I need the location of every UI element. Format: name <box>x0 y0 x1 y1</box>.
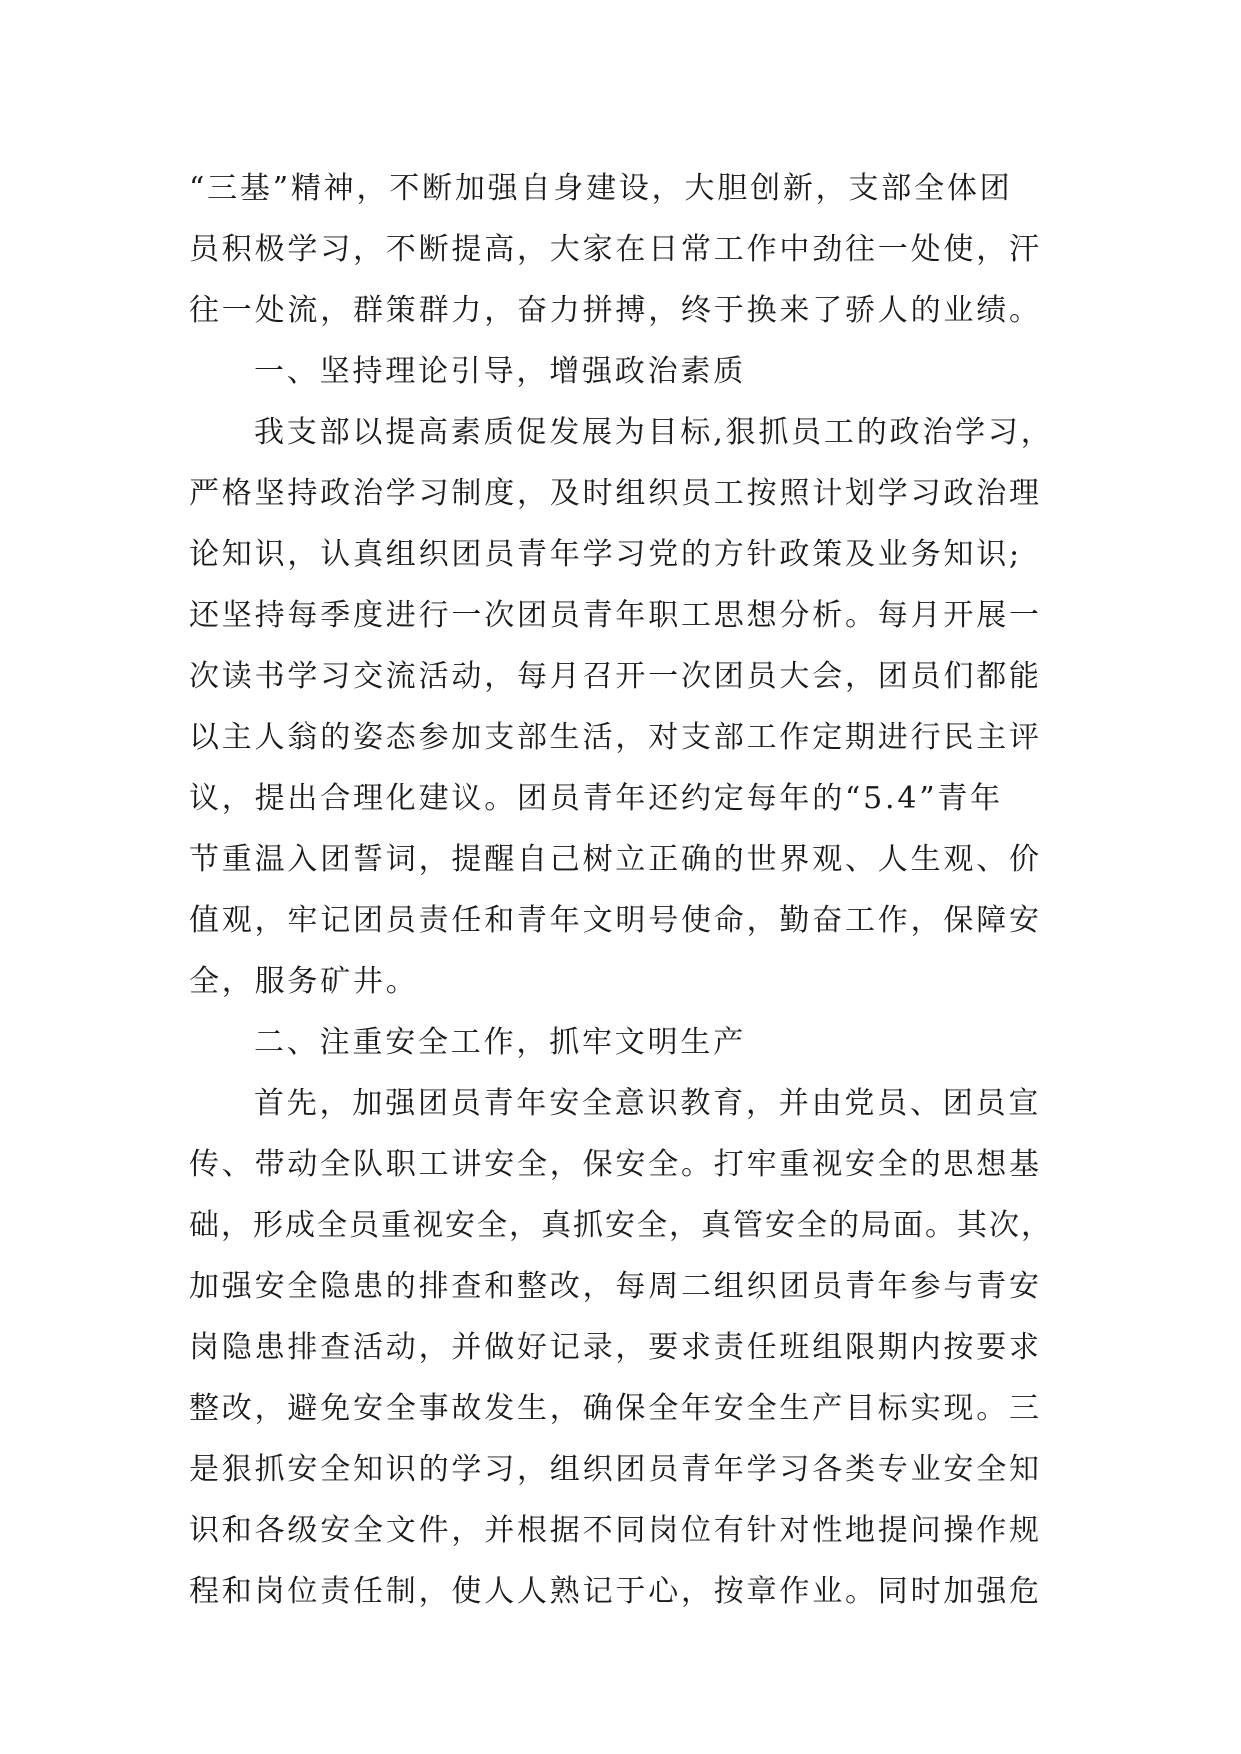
text-line: 严格坚持政治学习制度，及时组织员工按照计划学习政治理 <box>189 476 1042 511</box>
text-line: 往一处流，群策群力，奋力拼搏，终于换来了骄人的业绩。 <box>189 293 1042 328</box>
text-line: 节重温入团誓词，提醒自己树立正确的世界观、人生观、价 <box>189 842 1042 877</box>
document-body <box>189 158 1057 1622</box>
text-line: 识和各级安全文件，并根据不同岗位有针对性地提问操作规 <box>189 1513 1042 1548</box>
text-line: 传、带动全队职工讲安全，保安全。打牢重视安全的思想基 <box>189 1147 1042 1182</box>
text-line: 议，提出合理化建议。团员青年还约定每年的“5.4”青年 <box>189 781 1003 816</box>
text-line: 还坚持每季度进行一次团员青年职工思想分析。每月开展一 <box>189 598 1042 633</box>
text-line: 加强安全隐患的排查和整改，每周二组织团员青年参与青安 <box>189 1269 1042 1304</box>
text-line: 首先，加强团员青年安全意识教育，并由党员、团员宣 <box>254 1086 1042 1121</box>
text-line: 础，形成全员重视安全，真抓安全，真管安全的局面。其次， <box>189 1208 1053 1243</box>
text-line: 整改，避免安全事故发生，确保全年安全生产目标实现。三 <box>189 1391 1042 1426</box>
text-line: 程和岗位责任制，使人人熟记于心，按章作业。同时加强危 <box>189 1574 1042 1609</box>
text-line: 次读书学习交流活动，每月召开一次团员大会，团员们都能 <box>189 659 1042 694</box>
text-line: 是狠抓安全知识的学习，组织团员青年学习各类专业安全知 <box>189 1452 1042 1487</box>
text-line: 一、坚持理论引导，增强政治素质 <box>254 354 746 389</box>
text-line: 值观，牢记团员责任和青年文明号使命，勤奋工作，保障安 <box>189 903 1042 938</box>
text-line: 论知识，认真组织团员青年学习党的方针政策及业务知识; <box>189 537 1022 572</box>
text-line: “三基”精神，不断加强自身建设，大胆创新，支部全体团 <box>189 171 1013 206</box>
text-line: 以主人翁的姿态参加支部生活，对支部工作定期进行民主评 <box>189 720 1042 755</box>
text-line: 全，服务矿井。 <box>189 964 419 999</box>
text-line: 我支部以提高素质促发展为目标,狠抓员工的政治学习， <box>254 415 1054 450</box>
text-line: 二、注重安全工作，抓牢文明生产 <box>254 1025 746 1060</box>
text-line: 员积极学习，不断提高，大家在日常工作中劲往一处使，汗 <box>189 232 1042 267</box>
text-line: 岗隐患排查活动，并做好记录，要求责任班组限期内按要求 <box>189 1330 1042 1365</box>
